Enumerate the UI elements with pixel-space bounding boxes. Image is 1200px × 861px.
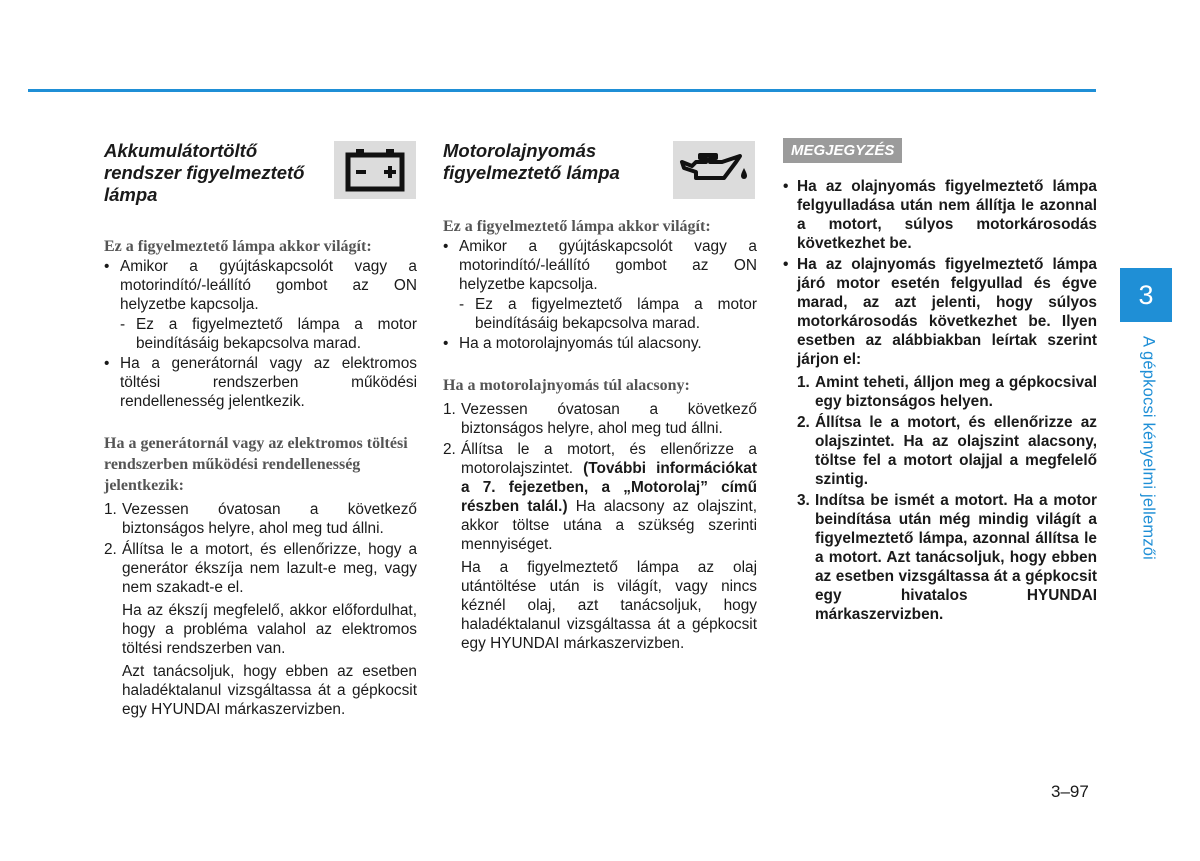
step-item xyxy=(104,540,417,719)
step-text: Ha alacsony az olajszint, akkor töltse utána a szükség szerinti mennyiséget. xyxy=(461,498,758,553)
step-text: Állítsa le a motort, és ellenőrizze a motorolajszintet. xyxy=(461,441,757,477)
condition-text: Amikor a gyújtáskapcsolót vagy a motorindító/-leállító gombot az ON helyzetbe kapcsolja. xyxy=(459,238,757,293)
step-text: Amint teheti, álljon meg a gépkocsival egy biztonságos helyen. xyxy=(815,374,1097,410)
oil-pressure-section xyxy=(443,140,757,655)
step-paragraph: Ha az ékszíj megfelelő, akkor előfordulhat, hogy a probléma valahol az elektromos töltési rendszerben van. xyxy=(122,602,417,657)
notice-steps xyxy=(797,373,1097,624)
oil-can-icon xyxy=(673,141,755,199)
step-number: 2. xyxy=(104,541,117,558)
chapter-label: A gépkocsi kényelmi jellemzői xyxy=(1139,335,1158,561)
notice-item: • Ha az olajnyomás figyelmeztető lámpa felgyulladása után nem állítja le azonnal a motort, súlyos motorkárosodás következhet be. xyxy=(783,177,1097,253)
battery-steps xyxy=(104,500,417,719)
step-item xyxy=(104,500,417,538)
oil-steps xyxy=(443,400,757,653)
battery-icon xyxy=(334,141,416,199)
notice-list xyxy=(783,177,1097,624)
step-number: 1. xyxy=(797,374,810,391)
step-item xyxy=(443,440,757,653)
battery-section xyxy=(104,140,417,721)
step-text: Vezessen óvatosan a következő biztonságos helyre, ahol meg tud állni. xyxy=(122,501,417,537)
notice-item xyxy=(783,255,1097,624)
step-text: Állítsa le a motort, és ellenőrizze, hogy a generátor ékszíja nem lazult-e meg, vagy nem szakadt-e el. xyxy=(122,541,417,596)
chapter-tab: 3 xyxy=(1120,268,1172,322)
step-number: 1. xyxy=(443,401,456,418)
step-number: 2. xyxy=(443,441,456,458)
list-item xyxy=(104,257,417,353)
step-number: 2. xyxy=(797,414,810,431)
battery-heading-row xyxy=(104,140,417,204)
step-text: Indítsa be ismét a motort. Ha a motor beindítása után még mindig világít a figyelmeztető lámpa, azonnal állítsa le a motort. Azt tanácsoljuk, hogy ebben az esetben vizsgáltassa át a gépkocsit egy hivatalos HYUNDAI márkaszervizben. xyxy=(815,492,1097,623)
battery-action-heading: Ha a generátornál vagy az elektromos töltési rendszerben működési rendellenesség jelentkezik: xyxy=(104,435,408,494)
step-item xyxy=(797,373,1097,411)
battery-when-heading: Ez a figyelmeztető lámpa akkor világít: xyxy=(104,238,372,255)
list-item xyxy=(443,237,757,333)
page-number: 3–97 xyxy=(1051,782,1089,801)
step-number: 1. xyxy=(104,501,117,518)
step-item xyxy=(443,400,757,438)
list-item: • Ha a motorolajnyomás túl alacsony. xyxy=(443,334,757,353)
battery-conditions xyxy=(104,257,417,411)
step-paragraph: Ha a figyelmeztető lámpa az olaj utántöltése után is világít, vagy nincs kéznél olaj, azt tanácsoljuk, hogy haladéktalanul vizsgáltassa át a gépkocsit egy HYUNDAI márkaszervizben. xyxy=(461,559,757,652)
notice-text: Ha az olajnyomás figyelmeztető lámpa járó motor esetén felgyullad és égve marad, az azt jelenti, hogy súlyos motorkárosodás következhet be. Ilyen esetben az alábbiakban leírtak szerint járjon el: xyxy=(797,256,1097,368)
battery-heading: Akkumulátortöltő rendszer figyelmeztető lámpa xyxy=(104,140,305,205)
step-paragraph: Azt tanácsoljuk, hogy ebben az esetben haladéktalanul vizsgáltassa át a gépkocsit egy HYUNDAI márkaszervizben. xyxy=(122,663,417,718)
oil-conditions xyxy=(443,237,757,353)
list-item: • Ha a generátornál vagy az elektromos töltési rendszerben működési rendellenesség jelentkezik. xyxy=(104,354,417,411)
condition-subnote: - Ez a figyelmeztető lámpa a motor beindításáig bekapcsolva marad. xyxy=(459,295,757,333)
step-item xyxy=(797,413,1097,489)
step-item xyxy=(797,491,1097,624)
condition-text: Amikor a gyújtáskapcsolót vagy a motorindító/-leállító gombot az ON helyzetbe kapcsolja. xyxy=(120,258,417,313)
oil-heading-row xyxy=(443,140,757,204)
step-text: Állítsa le a motort, és ellenőrizze az olajszintet. Ha az olajszint alacsony, töltse fel a motort olajjal a megfelelő szintig. xyxy=(815,414,1097,488)
oil-action-heading: Ha a motorolajnyomás túl alacsony: xyxy=(443,377,690,394)
header-rule xyxy=(28,89,1096,92)
step-text: Vezessen óvatosan a következő biztonságos helyre, ahol meg tud állni. xyxy=(461,401,757,437)
oil-when-heading: Ez a figyelmeztető lámpa akkor világít: xyxy=(443,218,711,235)
step-reference: (További információkat a 7. fejezetben, a „Motorolaj” című részben talál.) xyxy=(461,460,757,515)
notice-badge: MEGJEGYZÉS xyxy=(783,138,902,163)
condition-subnote: - Ez a figyelmeztető lámpa a motor beindításáig bekapcsolva marad. xyxy=(120,315,417,353)
oil-heading: Motorolajnyomás figyelmeztető lámpa xyxy=(443,140,620,183)
notice-section xyxy=(783,138,1097,626)
step-number: 3. xyxy=(797,492,810,509)
